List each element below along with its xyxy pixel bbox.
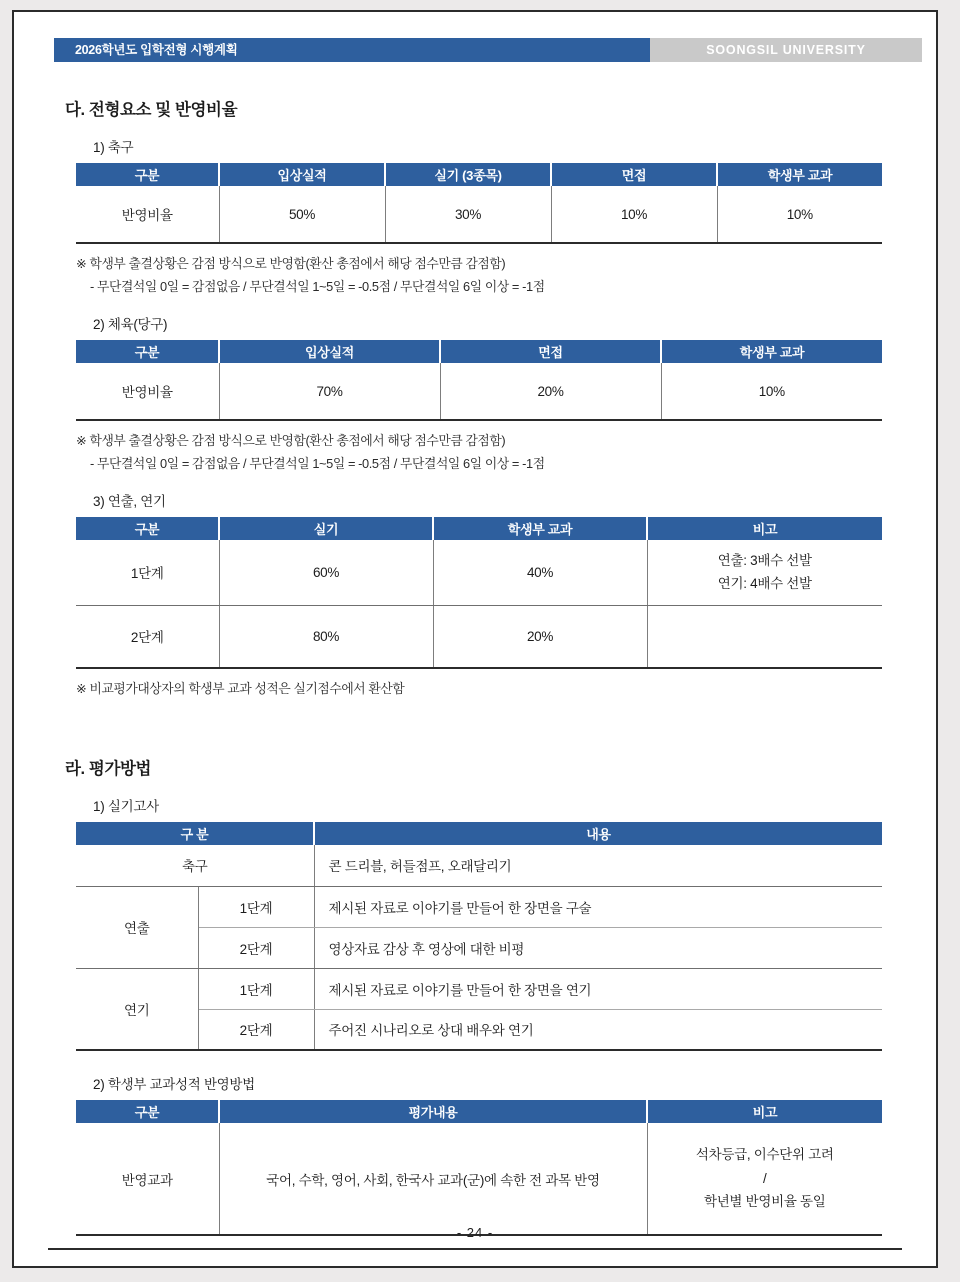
cell-stage2-remark bbox=[647, 605, 882, 668]
col-header-gubun: 구분 bbox=[76, 163, 219, 186]
document-page bbox=[12, 10, 938, 1268]
table-directing-acting-ratio bbox=[76, 517, 882, 669]
cell-stage-directing-1: 1단계 bbox=[198, 886, 314, 927]
table-row bbox=[76, 540, 882, 605]
col-header-evaluation-content: 평가내용 bbox=[219, 1100, 647, 1123]
subheading-soccer: 1) 축구 bbox=[93, 140, 134, 155]
remark-line-2: 연기: 4배수 선발 bbox=[717, 576, 812, 592]
table-wrap-practical-exam bbox=[76, 822, 882, 1051]
cell-content-acting-2: 주어진 시나리오로 상대 배우와 연기 bbox=[314, 1009, 882, 1050]
section-heading-d: 라. 평가방법 bbox=[65, 760, 152, 778]
cell-evaluation-content: 국어, 수학, 영어, 사회, 한국사 교과(군)에 속한 전 과목 반영 bbox=[219, 1123, 647, 1235]
table-header-row bbox=[76, 517, 882, 540]
note-billiards bbox=[76, 430, 902, 472]
note-line-1: ※ 학생부 출결상황은 감점 방식으로 반영함(환산 총점에서 해당 점수만큼 감점함) bbox=[76, 256, 506, 271]
table-billiards-ratio bbox=[76, 340, 882, 421]
col-header-gubun: 구분 bbox=[76, 517, 219, 540]
subheading-directing-acting: 3) 연출, 연기 bbox=[93, 494, 166, 509]
cell-stage1-school-record: 40% bbox=[433, 540, 647, 605]
table-soccer-ratio bbox=[76, 163, 882, 244]
col-header-practical: 실기 (3종목) bbox=[385, 163, 551, 186]
col-header-award: 입상실적 bbox=[219, 340, 440, 363]
row-label-stage2: 2단계 bbox=[76, 605, 219, 668]
row-label-ratio: 반영비율 bbox=[76, 186, 219, 243]
table-row bbox=[76, 363, 882, 420]
cell-stage1-remark bbox=[647, 540, 882, 605]
note-line-1: ※ 비교평가대상자의 학생부 교과 성적은 실기점수에서 환산함 bbox=[76, 681, 405, 696]
cell-stage1-practical: 60% bbox=[219, 540, 433, 605]
page-number: - 24 - bbox=[456, 1225, 494, 1240]
table-header-row bbox=[76, 1100, 882, 1123]
table-row bbox=[76, 968, 882, 1009]
col-header-content: 내용 bbox=[314, 822, 882, 845]
row-label-stage1: 1단계 bbox=[76, 540, 219, 605]
table-wrap-soccer bbox=[76, 163, 882, 244]
table-header-row bbox=[76, 340, 882, 363]
cell-award-ratio: 50% bbox=[219, 186, 385, 243]
cell-stage-directing-2: 2단계 bbox=[198, 927, 314, 968]
page-content bbox=[14, 12, 936, 1266]
running-header-title: 2026학년도 입학전형 시행계획 bbox=[54, 38, 650, 62]
remark-line-1: 석차등급, 이수단위 고려 bbox=[695, 1147, 834, 1163]
col-header-remark: 비고 bbox=[647, 1100, 882, 1123]
col-header-gubun: 구 분 bbox=[76, 822, 314, 845]
cell-stage2-school-record: 20% bbox=[433, 605, 647, 668]
remark-line-3: 학년별 반영비율 동일 bbox=[703, 1194, 826, 1210]
section-heading-c: 다. 전형요소 및 반영비율 bbox=[65, 101, 238, 119]
cell-stage-acting-2: 2단계 bbox=[198, 1009, 314, 1050]
cell-content-directing-1: 제시된 자료로 이야기를 만들어 한 장면을 구술 bbox=[314, 886, 882, 927]
subheading-school-record-method: 2) 학생부 교과성적 반영방법 bbox=[93, 1077, 255, 1092]
cell-stage-acting-1: 1단계 bbox=[198, 968, 314, 1009]
subheading-billiards: 2) 체육(당구) bbox=[93, 317, 168, 332]
table-wrap-school-record-method bbox=[76, 1100, 882, 1236]
row-label-subjects: 반영교과 bbox=[76, 1123, 219, 1235]
table-row bbox=[76, 845, 882, 886]
cell-group-acting: 연기 bbox=[76, 968, 198, 1050]
cell-remark bbox=[647, 1123, 882, 1235]
cell-school-record-ratio: 10% bbox=[717, 186, 882, 243]
col-header-gubun: 구분 bbox=[76, 1100, 219, 1123]
table-row bbox=[76, 186, 882, 243]
cell-content-acting-1: 제시된 자료로 이야기를 만들어 한 장면을 연기 bbox=[314, 968, 882, 1009]
cell-content-directing-2: 영상자료 감상 후 영상에 대한 비평 bbox=[314, 927, 882, 968]
table-header-row bbox=[76, 822, 882, 845]
cell-group-soccer: 축구 bbox=[76, 845, 314, 886]
table-header-row bbox=[76, 163, 882, 186]
note-line-1: ※ 학생부 출결상황은 감점 방식으로 반영함(환산 총점에서 해당 점수만큼 감점함) bbox=[76, 433, 506, 448]
table-practical-exam bbox=[76, 822, 882, 1051]
cell-content-soccer: 콘 드리블, 허들점프, 오래달리기 bbox=[314, 845, 882, 886]
remark-line-2: / bbox=[763, 1170, 767, 1186]
col-header-school-record: 학생부 교과 bbox=[433, 517, 647, 540]
cell-school-record-ratio: 10% bbox=[661, 363, 882, 420]
table-row bbox=[76, 886, 882, 927]
remark-line-1: 연출: 3배수 선발 bbox=[717, 552, 812, 568]
cell-practical-ratio: 30% bbox=[385, 186, 551, 243]
col-header-practical: 실기 bbox=[219, 517, 433, 540]
table-wrap-directing-acting bbox=[76, 517, 882, 669]
note-line-2: - 무단결석일 0일 = 감점없음 / 무단결석일 1~5일 = -0.5점 / 무단결석일 6일 이상 = -1점 bbox=[90, 456, 545, 471]
note-soccer bbox=[76, 253, 902, 295]
col-header-award: 입상실적 bbox=[219, 163, 385, 186]
col-header-gubun: 구분 bbox=[76, 340, 219, 363]
cell-group-directing: 연출 bbox=[76, 886, 198, 968]
table-wrap-billiards bbox=[76, 340, 882, 421]
footer-rule bbox=[48, 1248, 902, 1250]
note-directing-acting bbox=[76, 678, 902, 697]
col-header-remark: 비고 bbox=[647, 517, 882, 540]
col-header-school-record: 학생부 교과 bbox=[661, 340, 882, 363]
cell-interview-ratio: 10% bbox=[551, 186, 717, 243]
table-row bbox=[76, 605, 882, 668]
cell-interview-ratio: 20% bbox=[440, 363, 661, 420]
running-header-university: SOONGSIL UNIVERSITY bbox=[650, 38, 922, 62]
table-row bbox=[76, 1123, 882, 1235]
col-header-school-record: 학생부 교과 bbox=[717, 163, 882, 186]
note-line-2: - 무단결석일 0일 = 감점없음 / 무단결석일 1~5일 = -0.5점 / 무단결석일 6일 이상 = -1점 bbox=[90, 279, 545, 294]
col-header-interview: 면접 bbox=[551, 163, 717, 186]
subheading-practical-exam: 1) 실기고사 bbox=[93, 799, 159, 814]
cell-stage2-practical: 80% bbox=[219, 605, 433, 668]
cell-award-ratio: 70% bbox=[219, 363, 440, 420]
running-header bbox=[48, 38, 902, 62]
col-header-interview: 면접 bbox=[440, 340, 661, 363]
table-school-record-method bbox=[76, 1100, 882, 1236]
row-label-ratio: 반영비율 bbox=[76, 363, 219, 420]
page-footer bbox=[48, 1225, 902, 1250]
